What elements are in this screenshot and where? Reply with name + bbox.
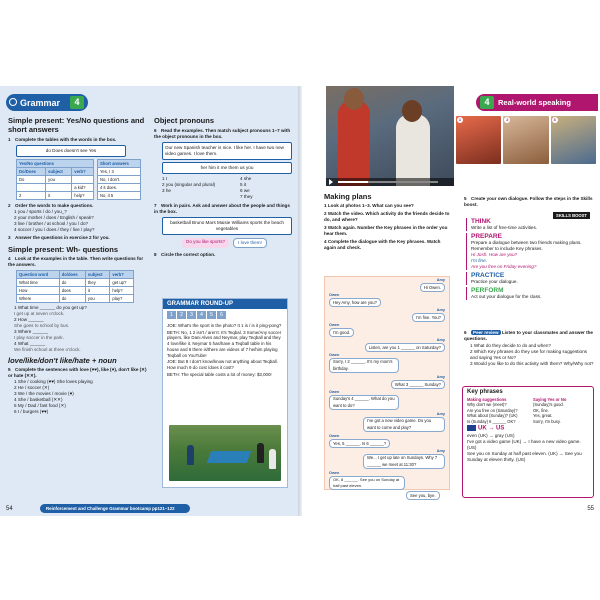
- table-cell: it: [85, 287, 109, 295]
- phrase: Yes, great.: [533, 413, 553, 419]
- exercise-5-right: [464, 196, 594, 208]
- skill-desc: Practice your dialogue.: [471, 279, 518, 284]
- video-control-bar: [326, 178, 454, 186]
- page-number-right: 55: [587, 506, 594, 512]
- list-item: See you on Sunday at half past eleven. (UK) → See you Sunday at eleven thirty. (US): [467, 450, 582, 462]
- exercise-1-instruction: 1 Complete the tables with the words in the box.: [8, 137, 117, 142]
- list-item: 3 We / the movies / movie (♥): [14, 391, 74, 396]
- table-header: Yes/No questions: [17, 160, 94, 168]
- roundup-number: 6: [217, 311, 226, 319]
- table-header: Short answers: [98, 160, 141, 168]
- reinforcement-link[interactable]: Reinforcement and Challenge Grammar bootcamp pp121–122: [40, 504, 190, 513]
- section-title-line: Simple present: Yes/No questions and: [8, 116, 145, 125]
- speaker-label: Owen: [329, 293, 340, 297]
- exercise-text: Circle the correct option.: [161, 252, 216, 257]
- skill-example: Hi Josh. How are you?: [471, 252, 518, 257]
- table-cell: do: [59, 295, 85, 303]
- table-cell: they: [85, 279, 109, 287]
- table-header: Do/Does: [17, 168, 46, 176]
- list-item: I get up at seven o'clock.: [14, 311, 65, 316]
- skill-step-prepare: [466, 233, 594, 270]
- list-item: 4 soccer / you / does / they / live / play?: [14, 227, 95, 232]
- table-header: verb?: [72, 168, 94, 176]
- key-phrases-columns: [463, 397, 593, 424]
- dialogue-bubble: OK, 8 ______. See you on Sunday at half past eleven.: [329, 476, 405, 490]
- table-header: do/does: [59, 271, 85, 279]
- real-world-speaking-tab: [476, 94, 598, 111]
- table-cell: you: [46, 176, 72, 184]
- video-progress[interactable]: [338, 181, 438, 183]
- boy-figure: [338, 100, 370, 186]
- list-item: She goes to school by bus.: [14, 323, 70, 328]
- table-header: verb?: [110, 271, 134, 279]
- left-footer: [0, 500, 298, 516]
- list-item: 5 My / Dad / fast food (✕): [14, 403, 66, 408]
- table-row: [98, 168, 141, 176]
- speaker-label: Amy: [436, 278, 445, 282]
- speaker-label: Amy: [436, 375, 445, 379]
- dialogue-bubble: Sunday's 4 ______. What do you want to do?: [329, 395, 399, 410]
- uk-us-label: UK → US: [478, 425, 505, 432]
- table-row: [98, 184, 141, 192]
- phrase: OK, fine.: [533, 407, 549, 413]
- dialogue-panel: [324, 276, 450, 490]
- tables-row: [16, 159, 150, 200]
- speech-bubble-question: Do you like sports?: [182, 238, 229, 248]
- table-cell: does: [59, 287, 85, 295]
- table-row: [17, 192, 94, 200]
- skill-title: PERFORM: [471, 287, 504, 294]
- speech-bubble-answer: I love them!: [233, 238, 267, 248]
- list-item: 1 you / sports / do / you_?: [14, 209, 67, 214]
- yes-no-column: [523, 397, 589, 424]
- table-cell: it: [46, 192, 72, 200]
- list-item: 2 Watch the video. Which activity do the friends decide to do, and where?: [324, 211, 450, 222]
- table-row: [17, 287, 134, 295]
- speaker-label: Amy: [436, 449, 445, 453]
- dialogue-line: BETH: The special table costs a lot of money: $3,000!: [167, 371, 272, 377]
- unit-badge: 4: [480, 96, 494, 109]
- table-header: Question word: [17, 271, 60, 279]
- speaker-label: Owen: [329, 471, 340, 475]
- dialogue-bubble: I'm fine. You?: [412, 313, 445, 322]
- mp-list: [324, 203, 452, 251]
- table-cell: Do: [17, 176, 46, 184]
- dialogue-line: BETH: No, 1 2 isn't / aren't. It's Teqbal. 3 Some/Any soccer players, like Dani Alves and Neymar, play Teqball and they 4 love/like it. Neymar 5 has/have a Teqball table in his house and 6 there is/there are videos of 7 he/him playing Teqball on YouTube!: [167, 329, 282, 358]
- section-title-object-pronouns: Object pronouns: [154, 116, 214, 125]
- dialogue-bubble: We... I get up late on Sundays. Why 7 ______ we meet at 11:30?: [363, 454, 445, 469]
- girl-head: [402, 100, 422, 122]
- exercise-text: Answer the questions in exercise 2 for you.: [15, 235, 110, 240]
- speaker-label: Owen: [329, 390, 340, 394]
- roundup-number: 4: [197, 311, 206, 319]
- list-item: 3 live / brother / at school / you / do?: [14, 221, 89, 226]
- real-world-speaking-label: Real-world speaking: [498, 98, 571, 107]
- list-item: 4 She / basketball (✕✕): [14, 397, 63, 402]
- grammar-roundup-box: [162, 298, 288, 488]
- table-cell: No, I don't.: [98, 176, 141, 184]
- uk-us-list: [463, 433, 593, 463]
- exercise-5-instruction: 5 Create your own dialogue. Follow the steps in the Skills boost.: [464, 196, 593, 207]
- list-item: 4 What ______: [14, 341, 46, 346]
- list-item: I've got a video game (UK) → I have a new video game. (US): [467, 438, 581, 450]
- dialogue-bubble: What 3 ______ Sunday?: [391, 380, 445, 389]
- word-box: do Does doesn't see Yes: [16, 145, 126, 157]
- exercise-text: Listen to your classmates and answer the questions.: [464, 330, 593, 341]
- exercise-6-instruction: 6 Read the examples. Then match subject pronouns 1–7 with the object pronouns in the box.: [154, 128, 291, 139]
- roundup-number: 5: [207, 311, 216, 319]
- pronoun-match-list: [162, 176, 292, 200]
- speaker-label: Amy: [436, 338, 445, 342]
- dialogue-line: JOE: But 8 I don't know/know not anything about Teqball. How much 9 do cost /does it cost?: [167, 359, 278, 370]
- column-heading: Saying Yes or No: [533, 397, 567, 402]
- list-item: 2 How ______: [14, 317, 44, 322]
- table-cell: you: [85, 295, 109, 303]
- spiral-icon: [9, 98, 17, 106]
- peer-review-badge: Peer review: [473, 330, 499, 335]
- skill-title: THINK: [471, 218, 491, 225]
- list-item: 1 Look at photos 1–3. What can you see?: [324, 203, 414, 208]
- video-player[interactable]: [326, 86, 454, 186]
- exercise-text: Complete the sentences with love (♥♥), like (♥), don't like (✕) or hate (✕✕).: [8, 367, 147, 378]
- teqball-table: [207, 451, 251, 463]
- speaker-label: Amy: [436, 308, 445, 312]
- making-plans-section: [324, 192, 452, 251]
- phrase: Are you free on (Saturday)?: [467, 407, 518, 413]
- list-item: We finish school at three o'clock.: [14, 347, 81, 352]
- dialogue-bubble: Hey Amy, how are you?: [329, 298, 381, 307]
- speech-row: [182, 238, 292, 248]
- list-item: 3 Would you like to do this activity with them? Why/Why not?: [470, 361, 594, 366]
- page-number-left: 54: [6, 506, 13, 512]
- photo-1: [456, 116, 501, 164]
- player-figure: [269, 449, 276, 469]
- exercise-2-instruction: 2 Order the words to make questions.: [8, 203, 94, 208]
- book-spread: [0, 86, 600, 516]
- yes-no-table: [16, 159, 94, 200]
- roundup-number-strip: [163, 309, 287, 321]
- people-things-box: basketball Bruno Mars Maisie Williams sports the beach vegetables: [162, 217, 292, 235]
- section-title-yes-no: [8, 116, 150, 134]
- grammar-tab-label: Grammar: [20, 97, 61, 108]
- unit-badge: 4: [70, 96, 84, 109]
- exercise-text: Read the examples. Then match subject pronouns 1–7 with the object pronouns in the box.: [154, 128, 291, 139]
- list-item: even (UK) → gray (US): [467, 432, 515, 438]
- dialogue-line: JOE: What's the sport in the photo? It 1 is / is it ping-pong?: [167, 323, 282, 328]
- uk-us-heading: [463, 424, 593, 433]
- skills-boost-badge: SKILLS BOOST: [553, 212, 590, 219]
- list-item: 2 He / soccer (✕): [14, 385, 50, 390]
- table-cell: help?: [72, 192, 94, 200]
- short-answers-table: [97, 159, 141, 200]
- list-item: [162, 194, 240, 200]
- phrase: Sorry, I'm busy.: [533, 418, 561, 424]
- dialogue-bubble: I'm good.: [329, 328, 354, 337]
- list-item: 2 Which Key phrases do they use for making suggestions and saying Yes or No?: [470, 349, 587, 360]
- speaker-label: Owen: [329, 323, 340, 327]
- exercise-text: Complete the tables with the words in the box.: [15, 137, 117, 142]
- list-item: 3 Watch again. Number the Key phrases in the order you hear them.: [324, 225, 448, 236]
- key-phrases-title: Key phrases: [467, 389, 503, 395]
- skills-boost-box: [466, 213, 594, 324]
- player-figure: [187, 445, 194, 465]
- exercise-2-list: [14, 209, 150, 233]
- exercise-6-instruction: 6 Peer review Listen to your classmates and answer the questions.: [464, 330, 593, 341]
- exercise-3-instruction: 3 Answer the questions in exercise 2 for you.: [8, 235, 110, 240]
- list-item: 2 your mother / does / English / speak?: [14, 215, 94, 220]
- list-item: 6 we: [240, 188, 250, 193]
- photo-number: 1: [458, 117, 462, 122]
- table-row: [98, 176, 141, 184]
- section-title-line: short answers: [8, 125, 59, 134]
- skill-desc: Write a list of free-time activities.: [471, 225, 538, 230]
- exercise-4-list: [14, 305, 150, 353]
- table-row: [17, 184, 94, 192]
- boy-head: [344, 88, 364, 110]
- table-row: [17, 295, 134, 303]
- table-header: subject: [46, 168, 72, 176]
- skill-step-think: [466, 218, 594, 231]
- list-item: 6 I / burgers (♥♥): [14, 409, 49, 414]
- dialogue-bubble: Yes, 5 ______. Is 6 ______?: [329, 439, 390, 448]
- suggestions-column: [467, 397, 523, 424]
- table-cell: 4 it does.: [98, 184, 141, 192]
- grammar-tab: [6, 94, 88, 111]
- table-row: [17, 279, 134, 287]
- speaker-label: Owen: [329, 434, 340, 438]
- list-item: 7 they: [240, 194, 253, 199]
- exercise-8-instruction: 8 Circle the correct option.: [154, 252, 216, 257]
- teqball-photo: [169, 425, 281, 481]
- phrase: Why don't we (meet)?: [467, 402, 507, 408]
- phrase: What about (Sunday)? (UK): [467, 413, 518, 419]
- table-cell: get up?: [110, 279, 134, 287]
- table-cell: No, it 5: [98, 192, 141, 200]
- dialogue-bubble: See you, bye.: [406, 491, 440, 500]
- skill-title: PRACTICE: [471, 272, 505, 279]
- dialogue-bubble: Hi Owen.: [420, 283, 445, 292]
- exercise-text: Create your own dialogue. Follow the steps in the Skills boost.: [464, 196, 593, 207]
- key-phrases-box: [462, 386, 594, 498]
- roundup-number: 3: [187, 311, 196, 319]
- speaker-label: Amy: [436, 412, 445, 416]
- phrase: Is (Sunday) 6 ______ OK?: [467, 418, 516, 424]
- list-item: 5 it: [240, 182, 247, 187]
- phrase: (Sunday)'s good.: [533, 402, 564, 408]
- exercise-5-instruction: 5 Complete the sentences with love (♥♥), like (♥), don't like (✕) or hate (✕✕).: [8, 367, 147, 378]
- skill-step-practice: [466, 272, 594, 285]
- list-item: 1 What do they decide to do and when?: [470, 343, 551, 348]
- right-page: [302, 86, 600, 516]
- uk-us-flag-icon: [467, 425, 476, 431]
- wh-question-table: [16, 270, 134, 303]
- skill-step-perform: [466, 287, 594, 300]
- girl-figure: [396, 114, 430, 186]
- example-box: Our new Spanish teacher is nice. I like her. I have two new video games. I love them.: [162, 142, 292, 160]
- dialogue-bubble: Listen, are you 1 ______ on Saturday?: [365, 343, 445, 352]
- skill-example: Are you free on Friday evening?: [471, 264, 537, 269]
- table-row: [98, 192, 141, 200]
- exercise-5-list: [14, 379, 150, 415]
- table-cell: 2: [17, 192, 46, 200]
- play-icon[interactable]: [329, 179, 333, 185]
- exercise-text: Look at the examples in the table. Then write questions for the answers.: [8, 256, 144, 267]
- photo-number: 2: [506, 117, 509, 122]
- table-cell: How: [17, 287, 60, 295]
- exercise-text: Work in pairs. Ask and answer about the people and things in the box.: [154, 203, 290, 214]
- table-cell: What time: [17, 279, 60, 287]
- left-column-1: [8, 116, 150, 415]
- photo-strip: [456, 116, 596, 164]
- left-column-2: [154, 116, 292, 258]
- section-title-making-plans: Making plans: [324, 192, 372, 201]
- skill-desc: Prepare a dialogue between two friends making plans. Remember to include Key phrases.: [471, 240, 582, 251]
- list-item: 4 she: [240, 176, 252, 181]
- exercise-text: Order the words to make questions.: [15, 203, 94, 208]
- roundup-dialogue: [163, 321, 287, 379]
- player-figure: [257, 443, 264, 463]
- dialogue-bubble: Sorry, I 2 ______. It's my mom's birthday.: [329, 358, 399, 373]
- exercise-4-instruction: 4 Look at the examples in the table. Then write questions for the answers.: [8, 256, 144, 267]
- left-page: [0, 86, 298, 516]
- skill-desc: Act out your dialogue for the class.: [471, 294, 542, 299]
- roundup-number: 2: [177, 311, 186, 319]
- list-item: 3 Where ______: [14, 329, 48, 334]
- table-cell: do: [59, 279, 85, 287]
- section-title-wh: Simple present: Wh- questions: [8, 245, 119, 254]
- list-item: 2 you (singular and plural): [162, 182, 216, 187]
- table-cell: Yes, I 3: [98, 168, 141, 176]
- dialogue-bubble: I've got a new video game. Do you want to come and play?: [363, 417, 445, 432]
- table-cell: Where: [17, 295, 60, 303]
- pronoun-word-box: her him it me them us you: [162, 162, 292, 174]
- table-row: [17, 176, 94, 184]
- exercise-6-list: [470, 343, 594, 367]
- skill-title: PREPARE: [471, 233, 502, 240]
- photo-2: [503, 116, 548, 164]
- skill-example: I'm fine.: [471, 258, 487, 263]
- table-cell: a kid?: [72, 184, 94, 192]
- list-item: 3 he: [162, 188, 171, 193]
- exercise-6-right: [464, 330, 594, 367]
- list-item: I play soccer in the park.: [14, 335, 64, 340]
- list-item: 1 I: [162, 176, 168, 181]
- table-cell: help?: [110, 287, 134, 295]
- table-header: subject: [85, 271, 109, 279]
- photo-number: 3: [553, 117, 556, 122]
- photo-3: [551, 116, 596, 164]
- column-heading: Making suggestions: [467, 397, 507, 402]
- list-item: 1 What time ______ do you get up?: [14, 305, 87, 310]
- list-item: 4 Complete the dialogue with the Key phrases. Watch again and check.: [324, 239, 441, 250]
- section-title-love-like: love/like/don't like/hate + noun: [8, 356, 117, 365]
- roundup-title: GRAMMAR ROUND-UP: [163, 299, 287, 309]
- exercise-7-instruction: 7 Work in pairs. Ask and answer about the people and things in the box.: [154, 203, 290, 214]
- speaker-label: Owen: [329, 353, 340, 357]
- table-cell: [46, 184, 72, 192]
- table-cell: play?: [110, 295, 134, 303]
- table-cell: [17, 184, 46, 192]
- roundup-number: 1: [167, 311, 176, 319]
- list-item: 1 She / cooking (♥♥) She loves playing: [14, 379, 93, 384]
- table-cell: [72, 176, 94, 184]
